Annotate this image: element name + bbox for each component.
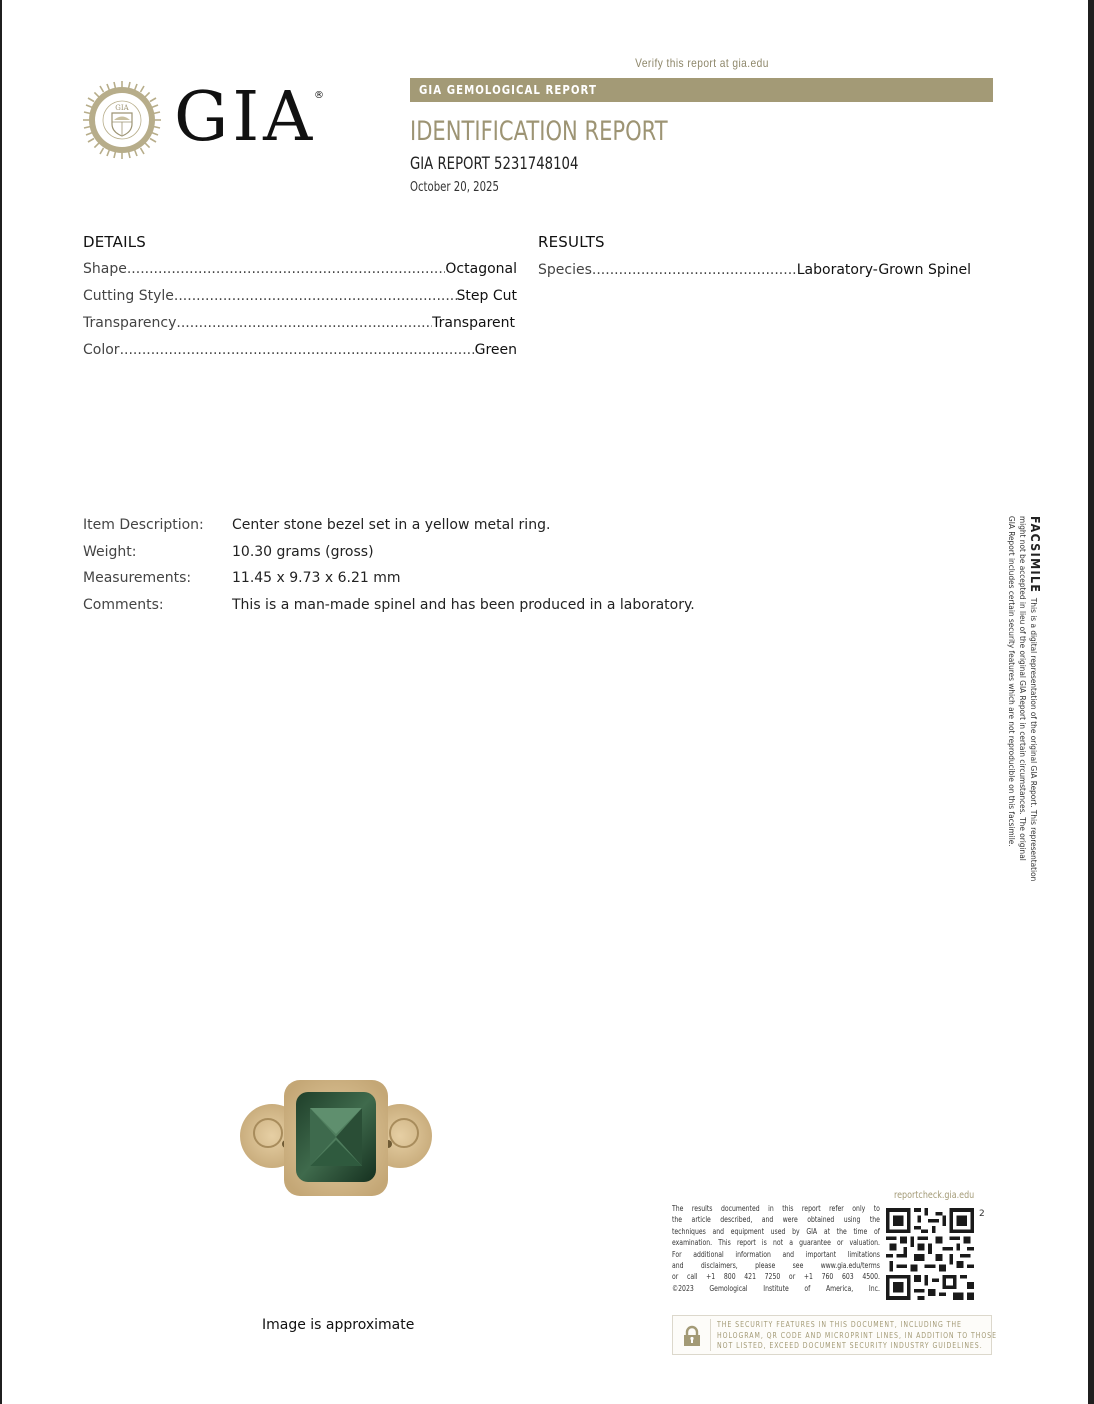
report-band xyxy=(410,78,993,102)
report-type-title: IDENTIFICATION REPORT xyxy=(410,116,668,147)
svg-text:GIA: GIA xyxy=(115,104,129,112)
description-value: 10.30 grams (gross) xyxy=(232,544,374,560)
gia-seal-icon xyxy=(82,80,162,160)
leader-dots xyxy=(176,315,432,331)
result-label: Species xyxy=(538,262,592,278)
description-label: Item Description: xyxy=(83,517,204,533)
disclaimer-line: ©2023 Gemological Institute of America, Inc. xyxy=(672,1282,880,1293)
lock-icon xyxy=(681,1325,703,1347)
security-divider xyxy=(710,1319,711,1351)
leader-dots xyxy=(120,342,475,358)
detail-row-color xyxy=(83,342,517,358)
ring-image xyxy=(240,1078,432,1198)
band-label: GIA GEMOLOGICAL REPORT xyxy=(419,83,597,97)
detail-row-cutting-style xyxy=(83,288,517,304)
qr-number: 2 xyxy=(979,1209,985,1219)
facsimile-line-2: might not be accepted in lieu of the original GIA Report in certain circumstances. The original xyxy=(1018,516,1027,861)
disclaimer-line: examination. This report is not a guarantee or valuation. xyxy=(672,1237,880,1248)
facsimile-line-1: This is a digital representation of the original GIA Report. This representation xyxy=(1029,597,1038,882)
detail-label: Transparency xyxy=(83,315,177,331)
detail-label: Color xyxy=(83,342,120,358)
facsimile-title: FACSIMILE xyxy=(1028,516,1042,594)
result-value: Laboratory-Grown Spinel xyxy=(796,262,971,278)
detail-value: Step Cut xyxy=(456,288,517,304)
disclaimer-line: and disclaimers, please see www.gia.edu/terms xyxy=(672,1260,880,1271)
description-value: Center stone bezel set in a yellow metal ring. xyxy=(232,517,551,533)
detail-row-transparency xyxy=(83,315,515,331)
description-label: Comments: xyxy=(83,597,164,613)
report-date: October 20, 2025 xyxy=(410,180,499,195)
report-number: GIA REPORT 5231748104 xyxy=(410,154,579,174)
image-caption: Image is approximate xyxy=(262,1317,415,1333)
security-line: HOLOGRAM, QR CODE AND MICROPRINT LINES, IN ADDITION TO THOSE xyxy=(717,1330,997,1340)
detail-value: Green xyxy=(474,342,517,358)
results-heading: RESULTS xyxy=(538,233,605,251)
leader-dots xyxy=(174,288,457,304)
detail-label: Cutting Style xyxy=(83,288,174,304)
registered-mark: ® xyxy=(314,90,324,101)
security-text xyxy=(717,1320,1076,1352)
description-value: This is a man-made spinel and has been produced in a laboratory. xyxy=(232,597,695,613)
detail-row-shape xyxy=(83,261,517,277)
disclaimer-line: techniques and equipment used by GIA at the time of xyxy=(672,1225,880,1236)
disclaimer-line: or call +1 800 421 7250 or +1 760 603 4500. xyxy=(672,1271,880,1282)
facsimile-notice xyxy=(1000,516,1040,896)
description-label: Weight: xyxy=(83,544,137,560)
disclaimer-line: the article described, and were obtained using the xyxy=(672,1214,880,1225)
facsimile-line-3: GIA Report includes certain security features which are not reproducible on this facsimile. xyxy=(1007,516,1016,847)
security-line: NOT LISTED, EXCEED DOCUMENT SECURITY INDUSTRY GUIDELINES. xyxy=(717,1341,983,1350)
page-edge-right xyxy=(1088,0,1094,1404)
leader-dots xyxy=(127,261,446,277)
detail-label: Shape xyxy=(83,261,127,277)
verify-link[interactable]: Verify this report at gia.edu xyxy=(635,56,769,70)
leader-dots xyxy=(592,262,797,278)
detail-value: Octagonal xyxy=(445,261,517,277)
details-heading: DETAILS xyxy=(83,233,146,251)
page-edge-left xyxy=(0,0,2,1404)
gia-wordmark: GIA xyxy=(174,78,317,157)
security-line: THE SECURITY FEATURES IN THIS DOCUMENT, INCLUDING THE xyxy=(717,1320,962,1329)
disclaimer-line: The results documented in this report refer only to xyxy=(672,1203,880,1213)
detail-value: Transparent xyxy=(432,315,515,331)
disclaimer-text xyxy=(672,1203,880,1294)
disclaimer-line: For additional information and important limitations xyxy=(672,1248,880,1259)
security-notice xyxy=(672,1315,997,1355)
description-value: 11.45 x 9.73 x 6.21 mm xyxy=(232,570,401,586)
qr-code-icon[interactable] xyxy=(886,1208,974,1300)
description-label: Measurements: xyxy=(83,570,192,586)
result-row-species xyxy=(538,262,971,278)
reportcheck-link[interactable]: reportcheck.gia.edu xyxy=(894,1190,975,1201)
